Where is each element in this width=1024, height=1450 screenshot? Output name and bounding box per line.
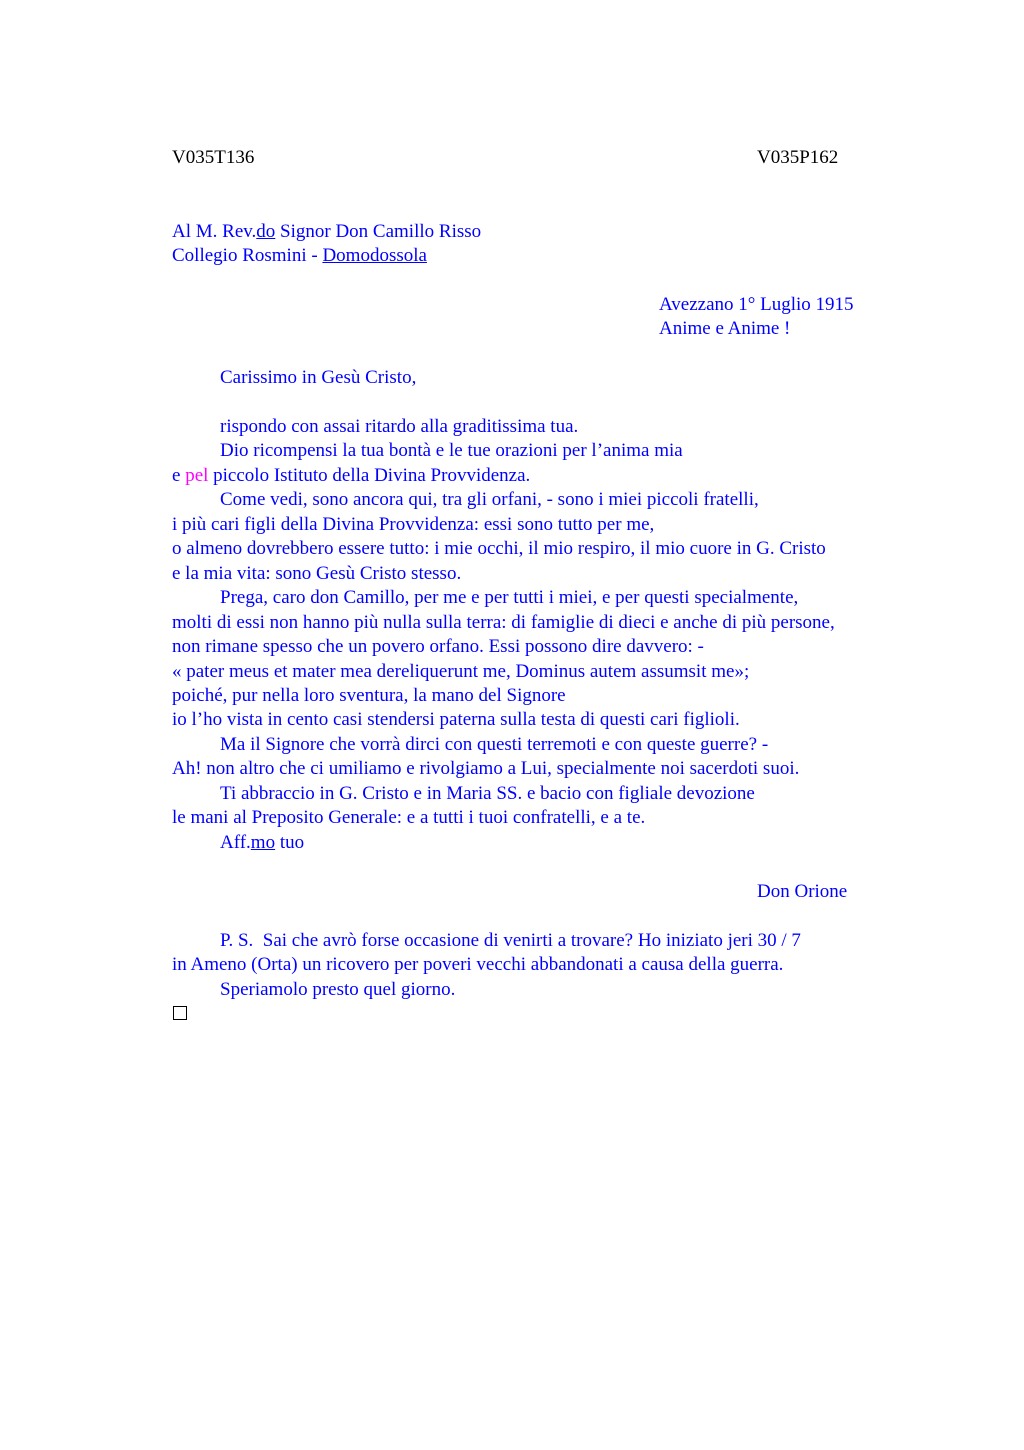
body-line: Prega, caro don Camillo, per me e per tutti i miei, e per questi specialmente, xyxy=(220,587,799,608)
body-line: rispondo con assai ritardo alla graditissima tua. xyxy=(220,416,579,437)
address-college: Collegio Rosmini - xyxy=(172,245,323,266)
body-line: molti di essi non hanno più nulla sulla terra: di famiglie di dieci e anche di più persone, xyxy=(172,612,835,633)
signature: Don Orione xyxy=(757,881,848,902)
body-line: e la mia vita: sono Gesù Cristo stesso. xyxy=(172,563,462,584)
body-line xyxy=(172,464,530,488)
date-line: Avezzano 1° Luglio 1915 xyxy=(659,294,854,315)
address-place: Domodossola xyxy=(322,245,427,266)
salutation: Carissimo in Gesù Cristo, xyxy=(220,367,417,388)
body-line: Come vedi, sono ancora qui, tra gli orfani, - sono i miei piccoli fratelli, xyxy=(220,489,759,510)
closing-text: Aff. xyxy=(220,832,251,853)
postscript-line: P. S. Sai che avrò forse occasione di venirti a trovare? Ho iniziato jeri 30 / 7 xyxy=(220,930,801,951)
document-code-right: V035P162 xyxy=(757,147,839,168)
motto-line: Anime e Anime ! xyxy=(659,318,791,339)
postscript-line: Speriamolo presto quel giorno. xyxy=(220,979,456,1000)
body-line: Dio ricompensi la tua bontà e le tue orazioni per l’anima mia xyxy=(220,440,683,461)
body-line: le mani al Preposito Generale: e a tutti i tuoi confratelli, e a te. xyxy=(172,807,646,828)
address-line-2 xyxy=(172,244,427,268)
body-line: Ah! non altro che ci umiliamo e rivolgiamo a Lui, specialmente noi sacerdoti suoi. xyxy=(172,758,800,779)
end-marker-box-icon xyxy=(173,1006,187,1020)
body-line: io l’ho vista in cento casi stendersi paterna sulla testa di questi cari figlioli. xyxy=(172,709,740,730)
body-line: o almeno dovrebbero essere tutto: i mie occhi, il mio respiro, il mio cuore in G. Cristo xyxy=(172,538,826,559)
body-text: e xyxy=(172,465,186,486)
body-line: i più cari figli della Divina Provvidenza: essi sono tutto per me, xyxy=(172,514,655,535)
body-line: Ma il Signore che vorrà dirci con questi terremoti e con queste guerre? - xyxy=(220,734,769,755)
address-title: Al M. Rev. xyxy=(172,221,257,242)
postscript-line: in Ameno (Orta) un ricovero per poveri vecchi abbandonati a causa della guerra. xyxy=(172,954,784,975)
closing xyxy=(220,831,304,855)
closing-abbrev: mo xyxy=(250,832,276,853)
body-line: non rimane spesso che un povero orfano. Essi possono dire davvero: - xyxy=(172,636,704,657)
address-title-abbrev: do xyxy=(256,221,276,242)
address-line-1 xyxy=(172,220,481,244)
document-code-left: V035T136 xyxy=(172,147,255,168)
address-recipient: Signor Don Camillo Risso xyxy=(275,221,482,242)
body-text: piccolo Istituto della Divina Provvidenza. xyxy=(208,465,531,486)
body-line: « pater meus et mater mea dereliquerunt me, Dominus autem assumsit me»; xyxy=(172,661,750,682)
closing-text: tuo xyxy=(275,832,305,853)
body-line: Ti abbraccio in G. Cristo e in Maria SS. e bacio con figliale devozione xyxy=(220,783,755,804)
body-line: poiché, pur nella loro sventura, la mano del Signore xyxy=(172,685,566,706)
highlighted-word: pel xyxy=(185,465,209,486)
